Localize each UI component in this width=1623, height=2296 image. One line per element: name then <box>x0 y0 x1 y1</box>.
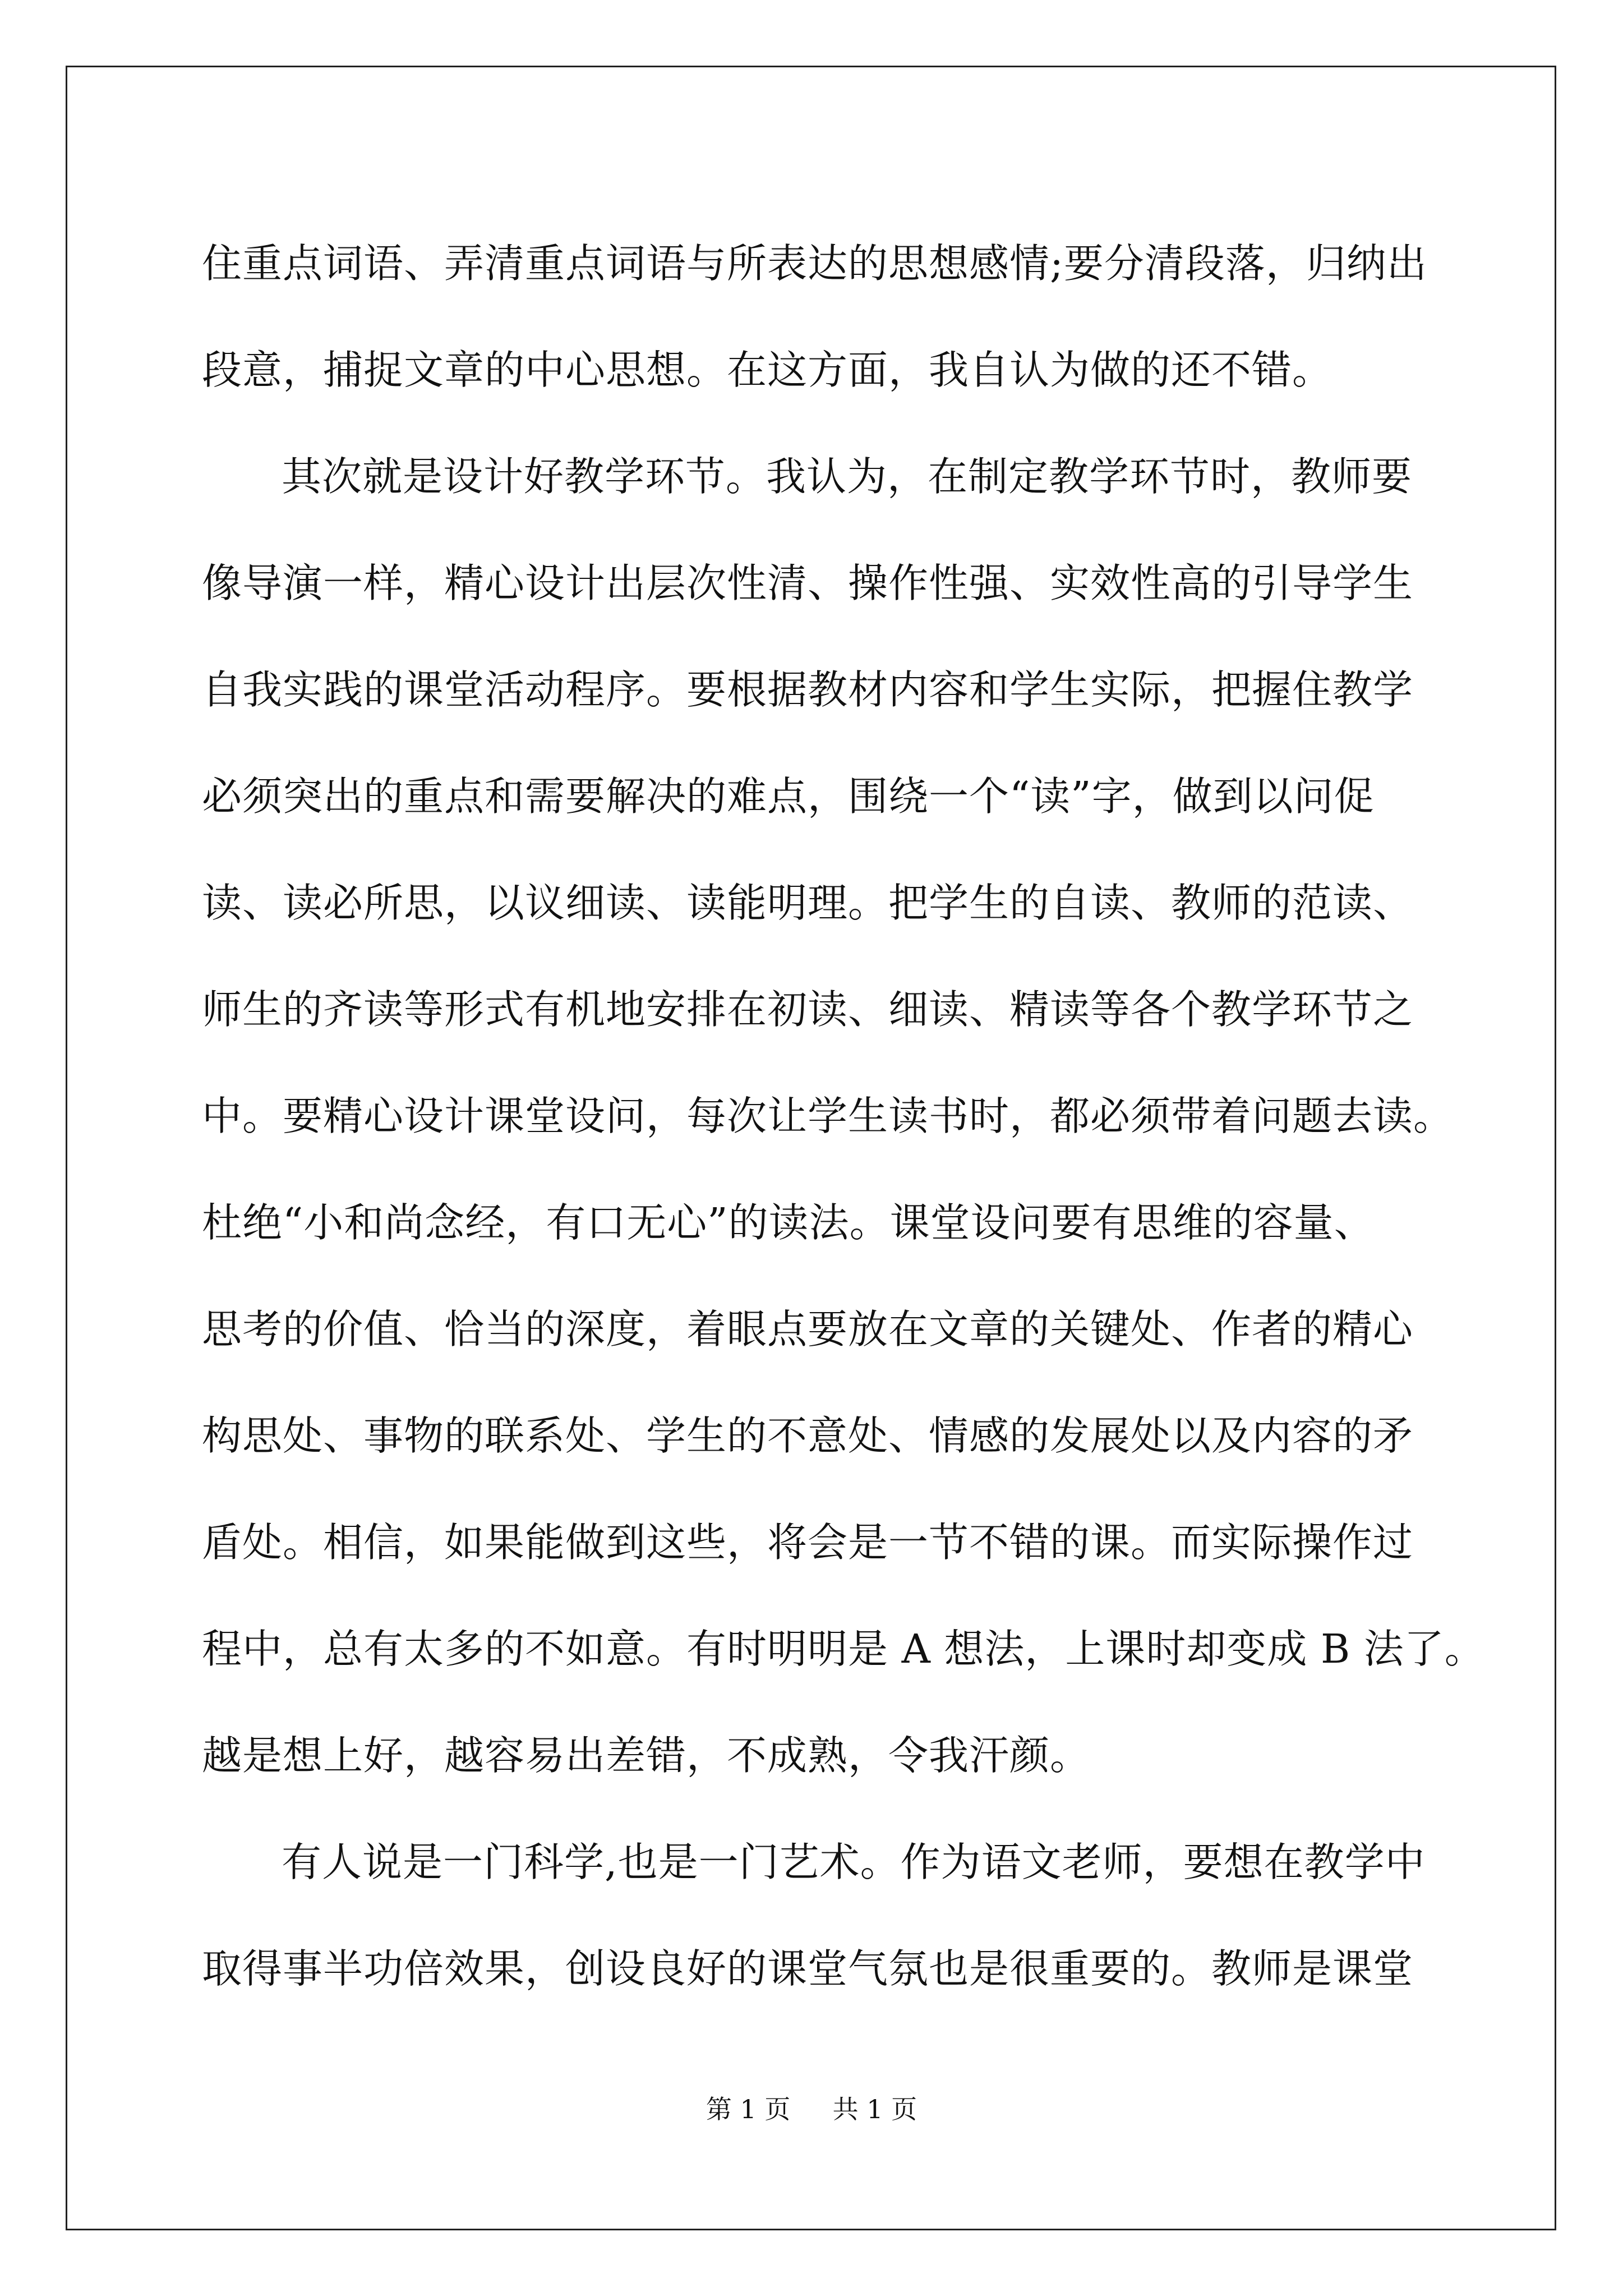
paragraph-start-line: 其次就是设计好教学环节。我认为，在制定教学环节时，教师要 <box>282 453 1413 500</box>
text-line: 盾处。相信，如果能做到这些，将会是一节不错的课。而实际操作过 <box>202 1519 1414 1566</box>
text-line: 读、读必所思，以议细读、读能明理。把学生的自读、教师的范读、 <box>202 880 1414 926</box>
text-line: 程中，总有太多的不如意。有时明明是 A 想法，上课时却变成 B 法了。 <box>202 1626 1485 1672</box>
text-line: 段意，捕捉文章的中心思想。在这方面，我自认为做的还不错。 <box>202 347 1333 393</box>
paragraph-start-line: 有人说是一门科学,也是一门艺术。作为语文老师，要想在教学中 <box>282 1839 1426 1885</box>
text-line: 住重点词语、弄清重点词语与所表达的思想感情;要分清段落，归纳出 <box>202 240 1427 287</box>
text-line: 自我实践的课堂活动程序。要根据教材内容和学生实际，把握住教学 <box>202 666 1414 713</box>
text-line: 像导演一样，精心设计出层次性清、操作性强、实效性高的引导学生 <box>202 560 1414 606</box>
text-line: 师生的齐读等形式有机地安排在初读、细读、精读等各个教学环节之 <box>202 986 1414 1033</box>
page-total: 共 1 页 <box>832 2094 917 2124</box>
text-line: 思考的价值、恰当的深度，着眼点要放在文章的关键处、作者的精心 <box>202 1306 1414 1352</box>
text-line: 越是想上好，越容易出差错，不成熟，令我汗颜。 <box>202 1732 1091 1779</box>
text-line: 构思处、事物的联系处、学生的不意处、情感的发展处以及内容的矛 <box>202 1412 1414 1459</box>
text-line: 取得事半功倍效果，创设良好的课堂气氛也是很重要的。教师是课堂 <box>202 1945 1414 1992</box>
page-footer <box>0 2092 1623 2126</box>
text-line: 中。要精心设计课堂设问，每次让学生读书时，都必须带着问题去读。 <box>202 1093 1454 1139</box>
document-body <box>202 210 1485 2022</box>
text-line: 必须突出的重点和需要解决的难点，围绕一个“读”字，做到以问促 <box>202 773 1375 820</box>
page-number: 第 1 页 <box>706 2094 791 2124</box>
text-line: 杜绝“小和尚念经，有口无心”的读法。课堂设问要有思维的容量、 <box>202 1199 1375 1246</box>
